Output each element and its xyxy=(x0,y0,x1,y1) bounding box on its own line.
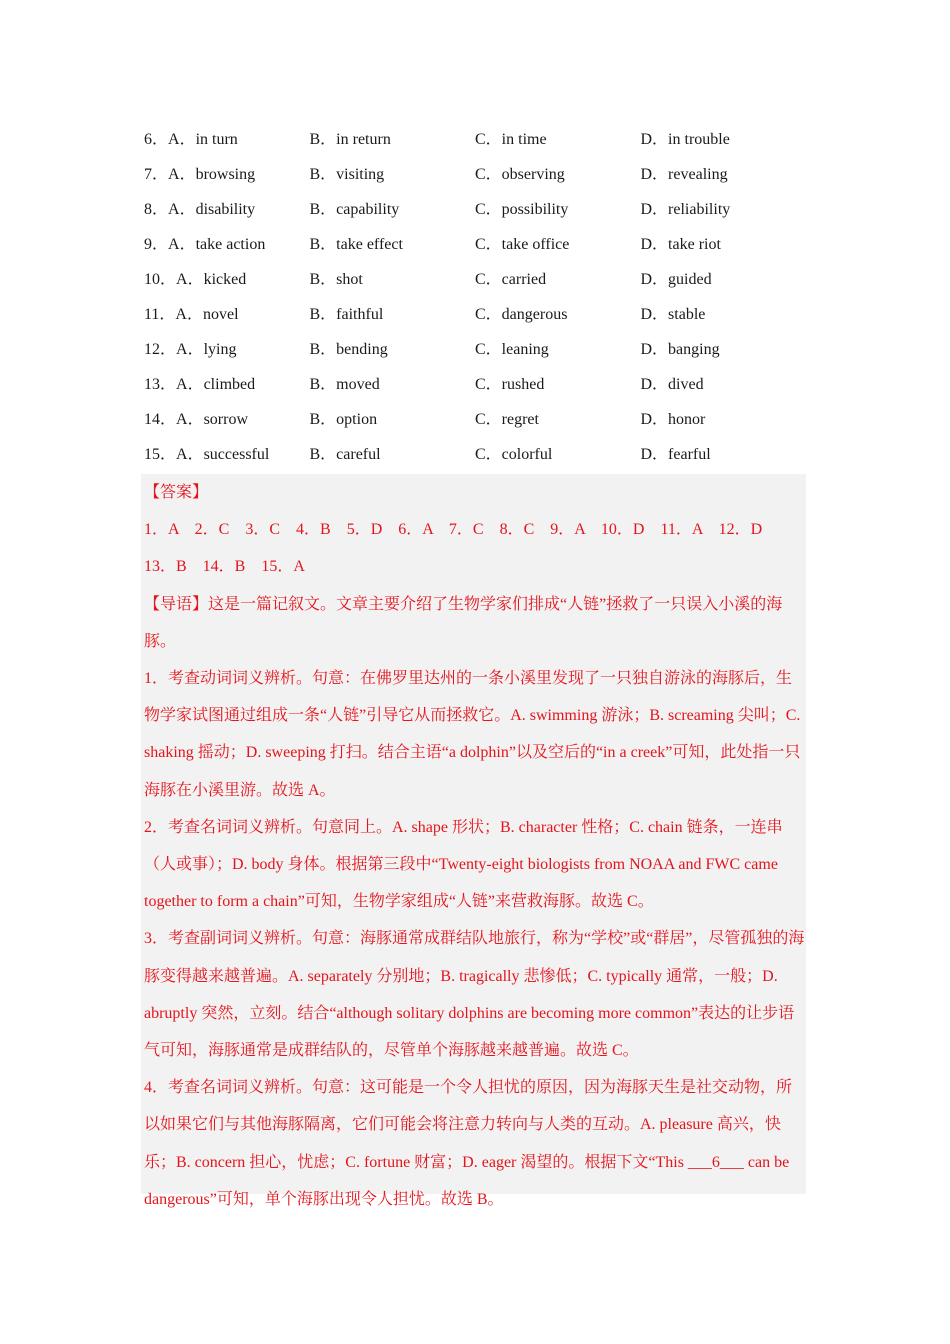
option-a xyxy=(144,336,310,359)
option-d: D．revealing xyxy=(640,166,728,183)
explanation-1: 1．考查动词词义辨析。句意：在佛罗里达州的一条小溪里发现了一只独自游泳的海豚后，生物学家试图通过组成一条“人链”引导它从而拯救它。A. swimming 游泳；B. screaming 尖叫；C. shaking 摇动；D. sweeping 打扫。结合主语“a dolphin”以及空后的“in a creek”可知，此处指一只海豚在小溪里游。故选 A。 xyxy=(144,670,801,799)
question-number: 14． xyxy=(144,411,177,428)
option-b: B．bending xyxy=(309,341,388,358)
answer-heading: 【答案】 xyxy=(144,484,209,501)
answer-explanation-box xyxy=(141,474,806,1208)
option-a-text: A．kicked xyxy=(176,271,247,288)
option-b: B．moved xyxy=(309,376,380,393)
option-c: C．regret xyxy=(475,411,539,428)
option-d: D．guided xyxy=(640,271,712,288)
option-d: D．honor xyxy=(640,411,706,428)
option-c: C．dangerous xyxy=(475,306,568,323)
question-number: 13． xyxy=(144,376,177,393)
question-row xyxy=(144,400,806,435)
question-row xyxy=(144,295,806,330)
question-number: 8． xyxy=(144,201,169,218)
option-d: D．take riot xyxy=(640,236,721,253)
answer-explanation-text xyxy=(144,474,806,1218)
option-b: B．take effect xyxy=(309,236,403,253)
explanation-4 xyxy=(144,1069,806,1218)
explanation-2: 2．考查名词词义辨析。句意同上。A. shape 形状；B. character 性格；C. chain 链条，一连串（人或事）；D. body 身体。根据第三段中“Twenty-eight biologists from NOAA and FWC came together to form a chain”可知，生物学家组成“人链”来营救海豚。故选 C。 xyxy=(144,818,783,911)
question-row xyxy=(144,330,806,365)
option-a-text: A．sorrow xyxy=(176,411,249,428)
option-b: B．careful xyxy=(309,446,381,463)
option-a xyxy=(144,196,310,219)
option-c: C．possibility xyxy=(475,201,569,218)
option-a xyxy=(144,266,310,289)
option-d: D．in trouble xyxy=(640,131,730,148)
question-number: 10． xyxy=(144,271,177,288)
question-options-table xyxy=(144,120,806,470)
option-a xyxy=(144,301,310,324)
option-d: D．dived xyxy=(640,376,704,393)
option-a xyxy=(144,126,310,149)
option-d: D．fearful xyxy=(640,446,711,463)
option-b: B．option xyxy=(309,411,378,428)
question-row xyxy=(144,120,806,155)
option-a-text: A．disability xyxy=(168,201,256,218)
question-row xyxy=(144,260,806,295)
option-b: B．shot xyxy=(309,271,363,288)
option-c: C．observing xyxy=(475,166,565,183)
option-c: C．in time xyxy=(475,131,547,148)
option-b: B．in return xyxy=(309,131,391,148)
option-a xyxy=(144,406,310,429)
option-c: C．rushed xyxy=(475,376,545,393)
option-d: D．stable xyxy=(640,306,706,323)
option-b: B．visiting xyxy=(309,166,385,183)
question-row xyxy=(144,225,806,260)
explanation-4-text: 4．考查名词词义辨析。句意：这可能是一个令人担忧的原因，因为海豚天生是社交动物，所以如果它们与其他海豚隔离，它们可能会将注意力转向与人类的互动。A. pleasure 高兴，快乐；B. concern 担心，忧虑；C. fortune 财富；D. eager 渴望的。根据下文“This xyxy=(144,1079,793,1171)
question-number: 6． xyxy=(144,131,169,148)
question-row xyxy=(144,435,806,470)
question-row xyxy=(144,365,806,400)
question-number: 7． xyxy=(144,166,169,183)
option-d: D．banging xyxy=(640,341,720,358)
option-a xyxy=(144,231,310,254)
option-c: C．colorful xyxy=(475,446,553,463)
question-number: 9． xyxy=(144,236,169,253)
option-a xyxy=(144,371,310,394)
option-a-text: A．novel xyxy=(175,306,239,323)
option-a-text: A．climbed xyxy=(176,376,256,393)
option-a-text: A．take action xyxy=(168,236,266,253)
option-a-text: A．in turn xyxy=(168,131,238,148)
answer-keys-line-2: 13．B 14．B 15．A xyxy=(144,558,305,576)
option-c: C．leaning xyxy=(475,341,549,358)
question-number: 12． xyxy=(144,341,177,358)
option-a-text: A．successful xyxy=(176,446,270,463)
option-c: C．take office xyxy=(475,236,570,253)
explanation-4-blank: ___6___ xyxy=(687,1153,744,1171)
question-row xyxy=(144,190,806,225)
option-a xyxy=(144,161,310,184)
passage-intro: 【导语】这是一篇记叙文。文章主要介绍了生物学家们排成“人链”拯救了一只误入小溪的海豚。 xyxy=(144,595,783,650)
option-a xyxy=(144,441,310,464)
question-number: 15． xyxy=(144,446,177,463)
answer-keys-line-1: 1．A 2．C 3．C 4．B 5．D 6．A 7．C 8．C 9．A 10．D 11．A 12．D xyxy=(144,521,763,539)
question-number: 11． xyxy=(144,306,176,323)
question-row xyxy=(144,155,806,190)
option-a-text: A．lying xyxy=(176,341,237,358)
explanation-3: 3．考查副词词义辨析。句意：海豚通常成群结队地旅行，称为“学校”或“群居”，尽管孤独的海豚变得越来越普遍。A. separately 分别地；B. tragically 悲惨低；C. typically 通常，一般；D. abruptly 突然，立刻。结合“although solitary dolphins are becoming more common”表达的让步语气可知，海豚通常是成群结队的，尽管单个海豚越来越普遍。故选 C。 xyxy=(144,930,805,1060)
option-c: C．carried xyxy=(475,271,547,288)
explanation-4-end: can be dangerous”可知，单个海豚出现令人担忧。故选 B。 xyxy=(144,1153,790,1208)
option-b: B．faithful xyxy=(309,306,384,323)
option-d: D．reliability xyxy=(640,201,731,218)
option-a-text: A．browsing xyxy=(168,166,256,183)
option-b: B．capability xyxy=(309,201,400,218)
